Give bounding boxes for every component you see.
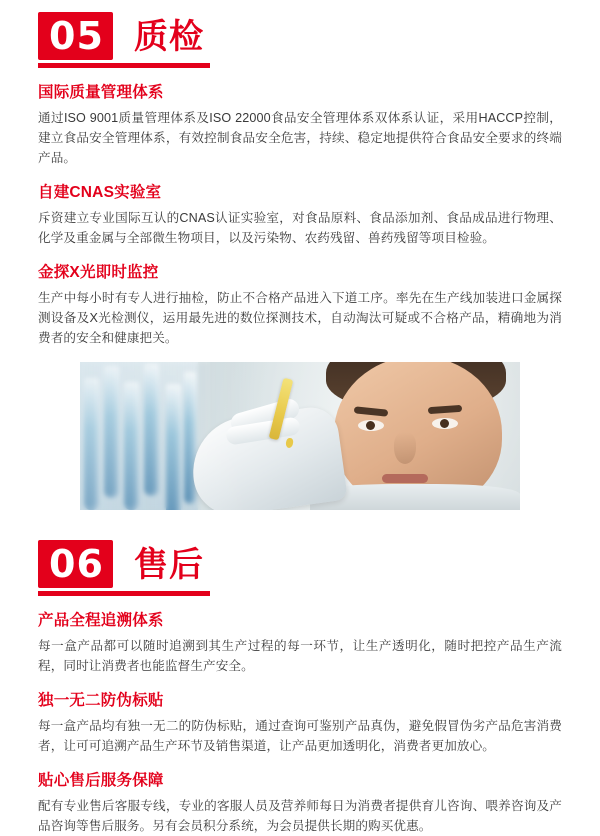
technician-pupil [440, 419, 449, 428]
block-xray-monitoring-body: 生产中每小时有专人进行抽检，防止不合格产品进入下道工序。率先在生产线加装进口金属探测设备及X光检测仪，运用最先进的数位探测技术，自动淘汰可疑或不合格产品，精确地为消费者的安全和健康把关。 [38, 291, 562, 345]
block-quality-system [38, 82, 562, 168]
block-traceability-body: 每一盒产品都可以随时追溯到其生产过程的每一环节，让生产透明化，随时把控产品生产流程，同时让消费者也能监督生产安全。 [38, 639, 562, 673]
block-after-sales-service-body: 配有专业售后客服专线，专业的客服人员及营养师每日为消费者提供育儿咨询、喂养咨询及产品咨询等售后服务。另有会员积分系统，为会员提供长期的购买优惠。 [38, 799, 562, 833]
lab-technician-photo [80, 362, 520, 510]
block-traceability [38, 610, 562, 676]
block-anti-counterfeit-body: 每一盒产品均有独一无二的防伪标贴，通过查询可鉴别产品真伪，避免假冒伪劣产品危害消费者，让可可追溯产品生产环节及销售渠道，让产品更加透明化，消费者更加放心。 [38, 719, 562, 753]
section-06-header [38, 540, 562, 596]
block-xray-monitoring [38, 262, 562, 348]
block-quality-system-heading: 国际质量管理体系 [38, 84, 164, 101]
section-05-number: 05 [38, 12, 113, 60]
section-05-header [38, 12, 562, 68]
block-cnas-lab [38, 182, 562, 248]
spacer [38, 348, 562, 362]
block-anti-counterfeit [38, 690, 562, 756]
technician-pupil [366, 421, 375, 430]
section-06-number: 06 [38, 540, 113, 588]
block-after-sales-service-heading: 贴心售后服务保障 [38, 772, 164, 789]
section-05-underline [38, 63, 210, 68]
block-after-sales-service [38, 770, 562, 836]
block-anti-counterfeit-heading: 独一无二防伪标贴 [38, 692, 164, 709]
section-05-title: 质检 [134, 18, 204, 56]
block-quality-system-body: 通过ISO 9001质量管理体系及ISO 22000食品安全管理体系双体系认证，采用HACCP控制，建立食品安全管理体系，有效控制食品安全危害，持续、稳定地提供符合食品安全要求的终端产品。 [38, 111, 562, 165]
section-06-underline [38, 591, 210, 596]
section-06 [38, 540, 562, 836]
block-cnas-lab-body: 斥资建立专业国际互认的CNAS认证实验室，对食品原料、食品添加剂、食品成品进行物理、化学及重金属与全部微生物项目，以及污染物、农药残留、兽药残留等项目检验。 [38, 211, 562, 245]
photo-left-blur [80, 362, 210, 510]
block-traceability-heading: 产品全程追溯体系 [38, 612, 164, 629]
technician-eye [432, 418, 458, 429]
block-cnas-lab-heading: 自建CNAS实验室 [38, 184, 162, 201]
technician-nose [394, 432, 416, 464]
technician-eye [358, 420, 384, 431]
block-xray-monitoring-heading: 金探X光即时监控 [38, 264, 159, 281]
section-05 [38, 0, 562, 510]
technician-mouth [382, 474, 428, 483]
section-06-title: 售后 [134, 546, 204, 584]
